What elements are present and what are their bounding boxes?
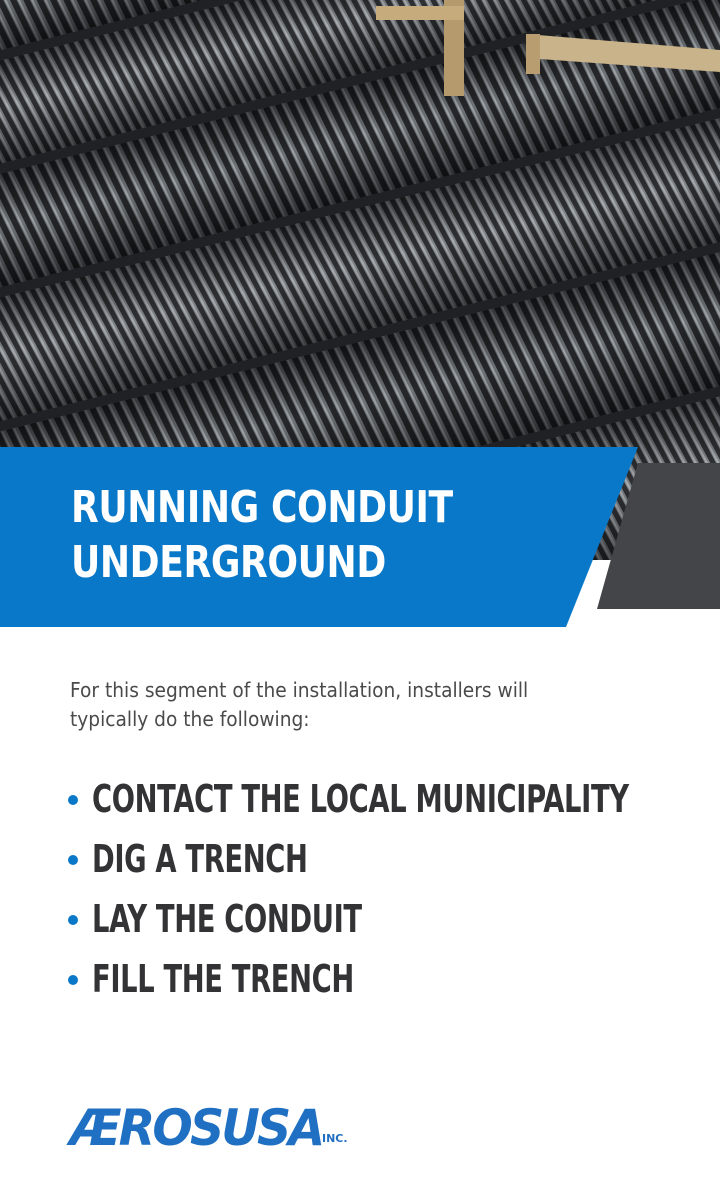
bullet-icon [68, 915, 78, 925]
bullet-icon [68, 855, 78, 865]
step-label: FILL THE TRENCH [92, 957, 354, 1001]
logo-wordmark: ÆROSUSA [70, 1099, 323, 1157]
step-label: DIG A TRENCH [92, 837, 308, 881]
bullet-icon [68, 795, 78, 805]
page-title: RUNNING CONDUIT UNDERGROUND [71, 482, 453, 588]
intro-text: For this segment of the installation, installers will typically do the following: [70, 678, 529, 731]
step-label: LAY THE CONDUIT [92, 897, 362, 941]
company-logo [70, 1100, 370, 1160]
bullet-icon [68, 975, 78, 985]
step-label: CONTACT THE LOCAL MUNICIPALITY [92, 777, 629, 821]
logo-suffix: INC. [322, 1132, 348, 1145]
